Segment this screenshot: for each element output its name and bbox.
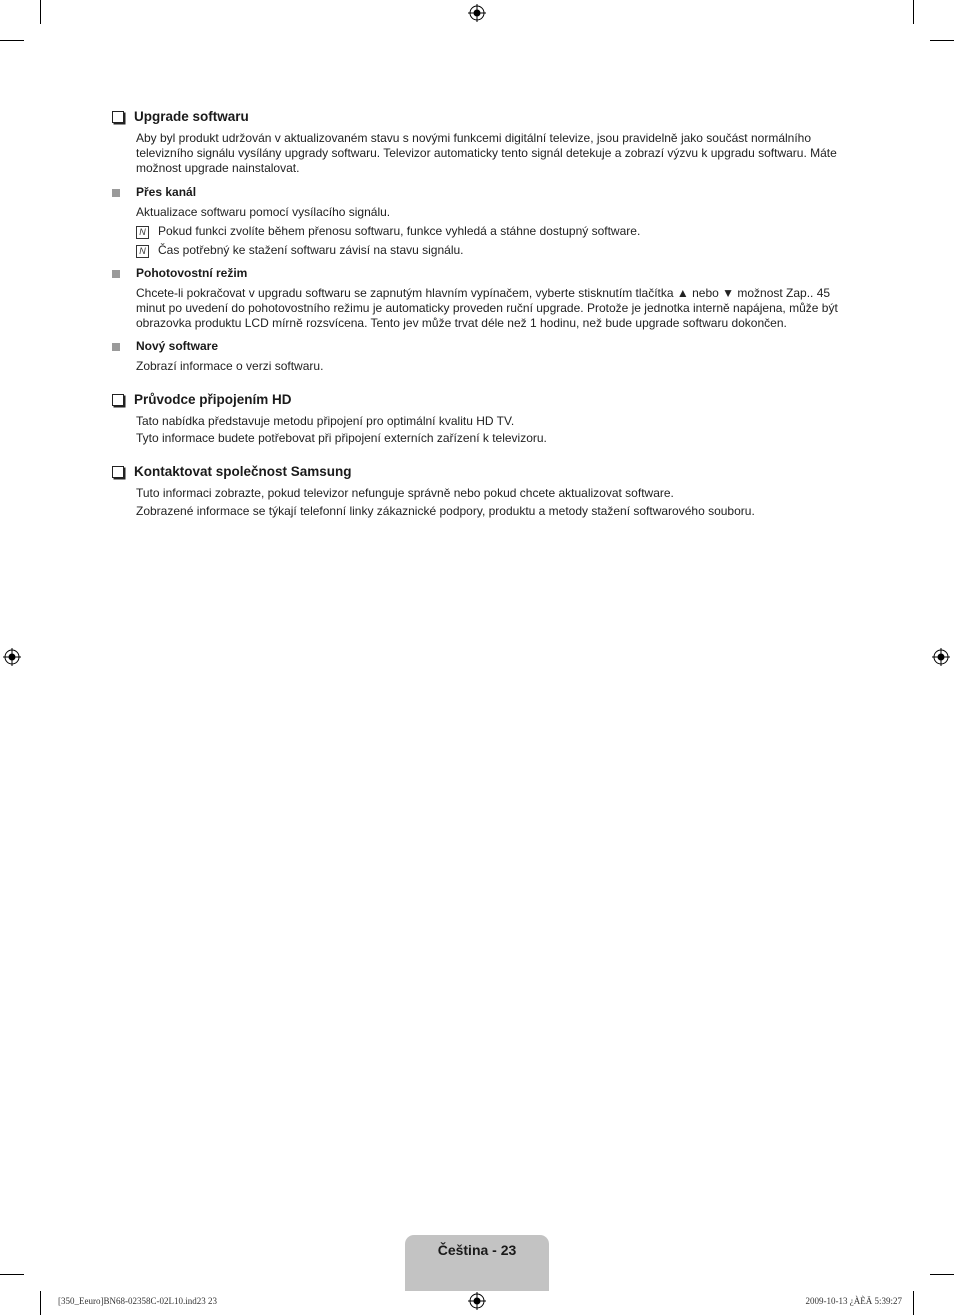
crosshair-icon	[468, 4, 486, 22]
note-icon: N	[136, 226, 149, 239]
crop-mark	[913, 0, 914, 24]
crop-mark	[40, 1291, 41, 1315]
note: N Pokud funkci zvolíte během přenosu softwaru, funkce vyhledá a stáhne dostupný software.	[136, 224, 847, 239]
page-content	[112, 108, 847, 519]
subsection-title-new-software: Nový software	[112, 339, 847, 354]
section-body-line: Tato nabídka představuje metodu připojení pro optimální kvalitu HD TV.	[136, 414, 515, 428]
subsection-title-standby: Pohotovostní režim	[112, 266, 847, 281]
crop-mark	[930, 1274, 954, 1275]
crop-mark	[0, 40, 24, 41]
subsection-body: Zobrazí informace o verzi softwaru.	[136, 359, 324, 373]
section-body-line: Tuto informaci zobrazte, pokud televizor nefunguje správně nebo pokud chcete aktualizovat software.	[136, 486, 674, 500]
section-body-line: Zobrazené informace se týkají telefonní linky zákaznické podpory, produktu a metody stažení softwarového souboru.	[136, 504, 755, 518]
square-bullet-icon	[112, 270, 120, 278]
print-slug-right: 2009-10-13 ¿ÀÈÄ 5:39:27	[805, 1296, 902, 1306]
square-bullet-icon	[112, 343, 120, 351]
crop-mark	[40, 0, 41, 24]
crop-mark	[930, 40, 954, 41]
crop-mark	[913, 1291, 914, 1315]
crosshair-icon	[468, 1292, 486, 1310]
crop-mark	[0, 1274, 24, 1275]
print-slug-left: [350_Eeuro]BN68-02358C-02L10.ind23 23	[58, 1296, 217, 1306]
square-bullet-icon	[112, 189, 120, 197]
section-body: Aby byl produkt udržován v aktualizovaném stavu s novými funkcemi digitální televize, jsou pravidelně jako součást normálního televizního signálu vysílány upgrady softwaru. Televizor automaticky tento signál detekuje a zobrazí výzvu k upgradu softwaru. Máte možnost upgrade nainstalovat.	[136, 131, 837, 175]
crosshair-icon	[932, 648, 950, 666]
section-title-hd-guide: Průvodce připojením HD	[112, 391, 847, 409]
checkbox-icon	[112, 111, 124, 123]
checkbox-icon	[112, 394, 124, 406]
note: N Čas potřebný ke stažení softwaru závisí na stavu signálu.	[136, 243, 847, 258]
crosshair-icon	[3, 648, 21, 666]
page-number-tab	[405, 1235, 549, 1291]
checkbox-icon	[112, 466, 124, 478]
subsection-body: Aktualizace softwaru pomocí vysílacího signálu.	[136, 205, 391, 219]
subsection-title-channel: Přes kanál	[112, 185, 847, 200]
section-body-line: Tyto informace budete potřebovat při připojení externích zařízení k televizoru.	[136, 431, 547, 445]
subsection-body: Chcete-li pokračovat v upgradu softwaru se zapnutým hlavním vypínačem, vyberte stisknutím tlačítka ▲ nebo ▼ možnost Zap.. 45 minut po uvedení do pohotovostního režimu je automaticky proveden ruční upgrade. Protože je jednotka interně napájena, může být obrazovka produktu LCD mírně rozsvícena. Tento jev může trvat déle než 1 hodinu, než bude upgrade softwaru dokončen.	[136, 286, 838, 330]
note-icon: N	[136, 245, 149, 258]
page-number-label: Čeština - 23	[437, 1242, 517, 1258]
section-title-upgrade: Upgrade softwaru	[112, 108, 847, 126]
section-title-contact: Kontaktovat společnost Samsung	[112, 463, 847, 481]
